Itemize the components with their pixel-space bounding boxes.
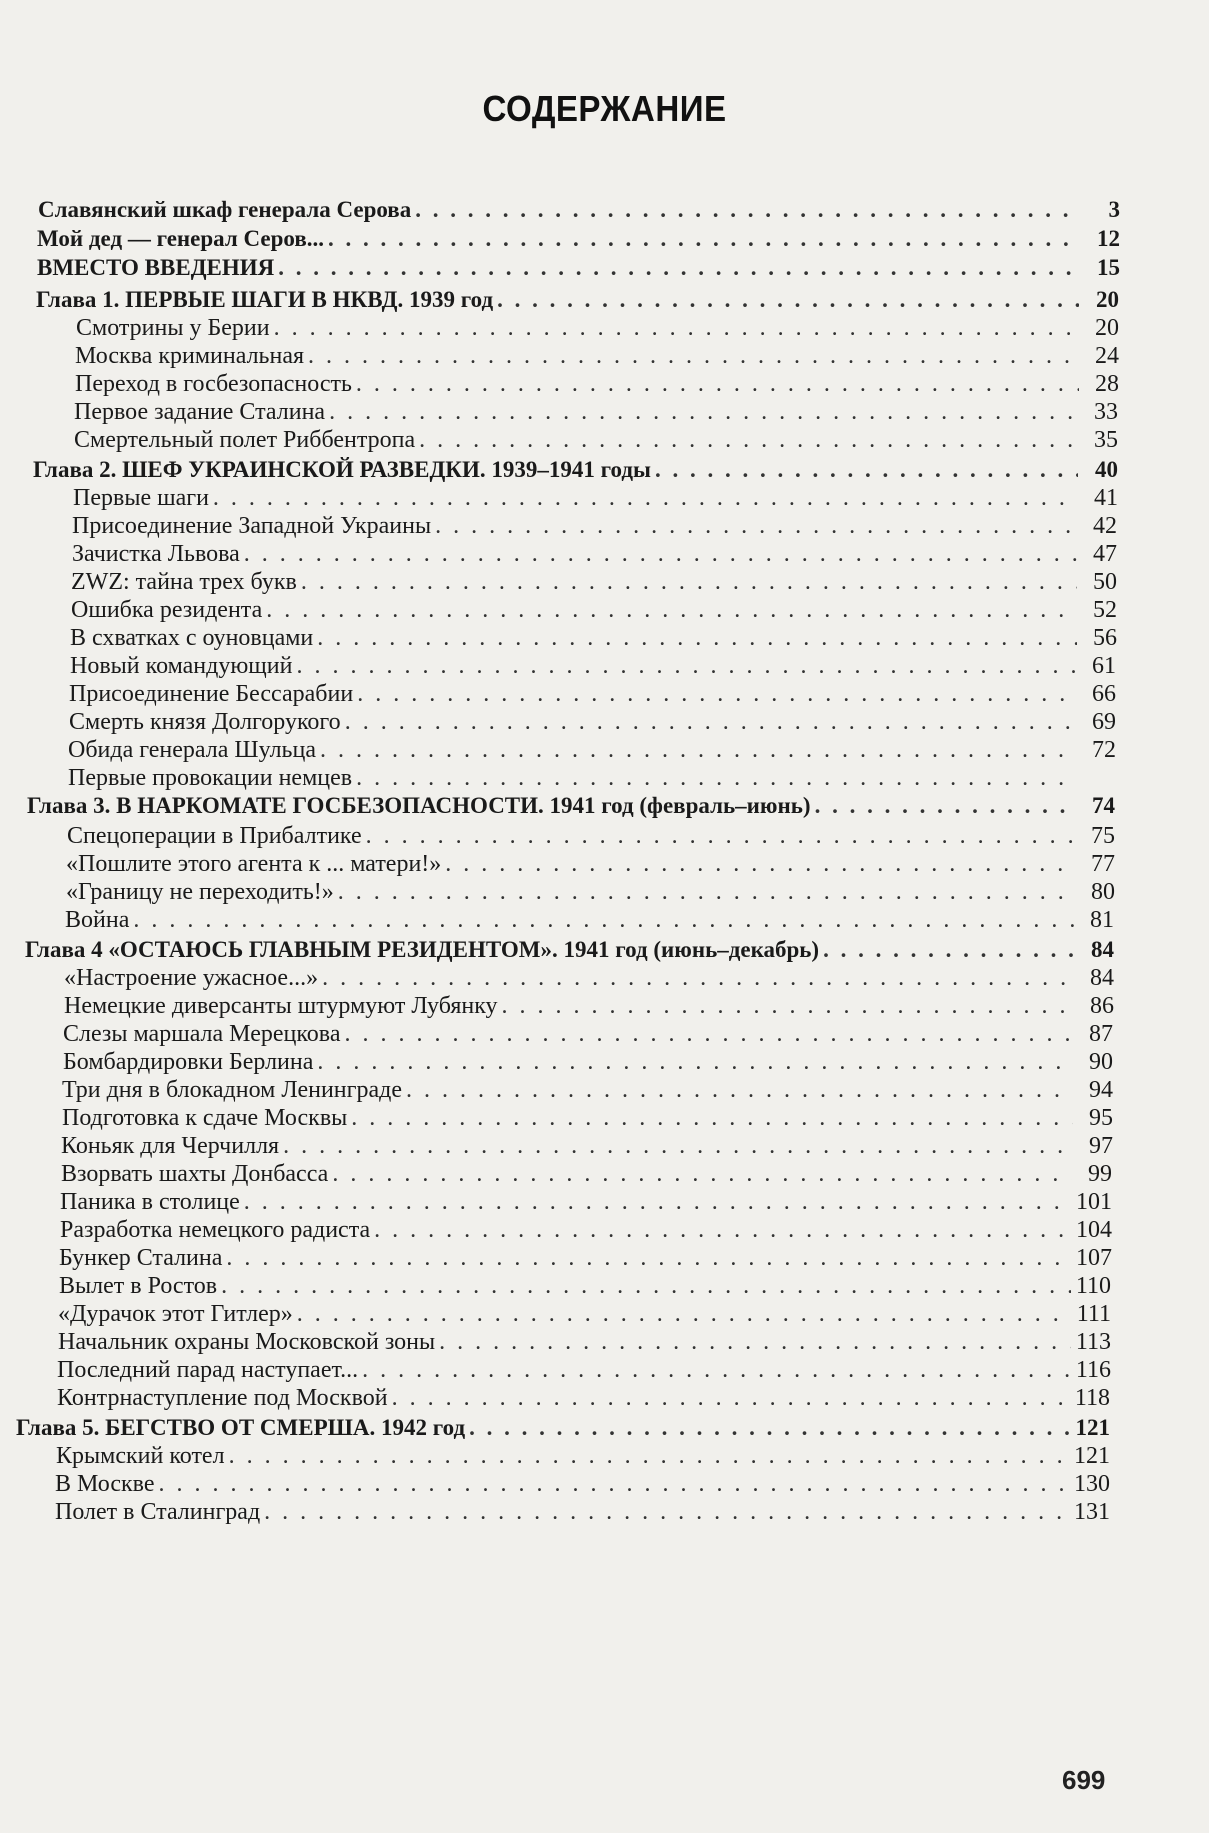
leader-dots [133, 907, 1074, 934]
toc-entry-page: 110 [1075, 1273, 1111, 1299]
toc-entry-title: Глава 3. В НАРКОМАТЕ ГОСБЕЗОПАСНОСТИ. 1941 год (февраль–июнь) [27, 793, 811, 818]
toc-entry-title: Бомбардировки Берлина [63, 1049, 314, 1075]
toc-entry-page: 41 [1094, 485, 1118, 511]
leader-dots [392, 1385, 1070, 1412]
toc-entry-page: 111 [1076, 1301, 1111, 1327]
toc-item-row [75, 371, 1119, 401]
toc-item-row [60, 1189, 1112, 1219]
toc-entry-page: 113 [1075, 1329, 1111, 1355]
toc-entry-title: «Дурачок этот Гитлер» [58, 1301, 293, 1327]
toc-entry-title: Глава 4 «ОСТАЮСЬ ГЛАВНЫМ РЕЗИДЕНТОМ». 1941 год (июнь–декабрь) [25, 937, 820, 962]
toc-item-row [62, 1077, 1113, 1107]
toc-entry-page: 56 [1093, 625, 1117, 651]
toc-entry-title: Мой дед — генерал Серов... [37, 226, 325, 251]
leader-dots [229, 1443, 1070, 1470]
toc-entry-page: 20 [1096, 287, 1119, 312]
toc-item-row [55, 1499, 1110, 1529]
toc-entry-title: Первые провокации немцев [68, 765, 353, 791]
toc-section-row [37, 255, 1120, 285]
toc-entry-page: 28 [1095, 371, 1119, 397]
toc-entry-title: Вылет в Ростов [59, 1273, 218, 1299]
toc-entry-page: 86 [1090, 993, 1114, 1019]
toc-entry-title: Немецкие диверсанты штурмуют Лубянку [64, 993, 498, 1019]
toc-entry-page: 84 [1090, 965, 1114, 991]
toc-entry-page: 66 [1092, 681, 1116, 707]
leader-dots [221, 1273, 1071, 1300]
toc-entry-title: Взорвать шахты Донбасса [61, 1161, 329, 1187]
page-number: 699 [1062, 1765, 1106, 1795]
toc-entry-page: 97 [1089, 1133, 1113, 1159]
toc-chapter-row [25, 937, 1114, 967]
toc-entry-title: Обида генерала Шульца [68, 737, 316, 763]
toc-entry-title: Полет в Сталинград [55, 1499, 261, 1525]
leader-dots [502, 993, 1074, 1020]
toc-entry-title: Разработка немецкого радиста [60, 1217, 371, 1243]
leader-dots [264, 1499, 1070, 1526]
leader-dots [297, 1301, 1071, 1328]
toc-entry-page: 33 [1094, 399, 1118, 425]
toc-entry-title: Ошибка резидента [71, 597, 263, 623]
leader-dots [469, 1415, 1070, 1441]
toc-entry-title: Начальник охраны Московской зоны [58, 1329, 436, 1355]
leader-dots [445, 851, 1075, 878]
leader-dots [415, 197, 1080, 223]
toc-entry-page: 24 [1095, 343, 1119, 369]
toc-item-row [75, 343, 1119, 373]
leader-dots [439, 1329, 1071, 1356]
leader-dots [308, 343, 1079, 370]
toc-entry-page: 107 [1076, 1245, 1112, 1271]
toc-item-row [69, 681, 1116, 711]
toc-item-row [71, 597, 1117, 627]
toc-item-row [64, 965, 1114, 995]
toc-entry-page: 84 [1091, 937, 1114, 962]
toc-chapter-row [16, 1415, 1110, 1445]
toc-item-row [60, 1217, 1112, 1247]
toc-entry-title: Коньяк для Черчилля [61, 1133, 280, 1159]
toc-entry-page: 12 [1097, 226, 1120, 251]
toc-entry-page: 101 [1076, 1189, 1112, 1215]
leader-dots [226, 1245, 1072, 1272]
leader-dots [815, 793, 1075, 819]
toc-item-row [57, 1357, 1111, 1387]
leader-dots [244, 1189, 1072, 1216]
leader-dots [278, 255, 1080, 281]
toc-entry-page: 20 [1095, 315, 1119, 341]
leader-dots [322, 965, 1074, 992]
toc-item-row [57, 1385, 1110, 1415]
toc-entry-title: «Пошлите этого агента к ... матери!» [66, 851, 442, 877]
leader-dots [244, 541, 1077, 568]
toc-entry-page: 52 [1093, 597, 1117, 623]
leader-dots [332, 1161, 1072, 1188]
toc-entry-page: 130 [1074, 1471, 1110, 1497]
leader-dots [351, 1105, 1073, 1132]
leader-dots [274, 315, 1079, 342]
leader-dots [283, 1133, 1073, 1160]
toc-entry-title: Спецоперации в Прибалтике [67, 823, 362, 849]
toc-entry-title: Война [65, 907, 130, 933]
leader-dots [823, 937, 1074, 963]
toc-item-row [59, 1273, 1111, 1303]
leader-dots [497, 287, 1079, 313]
toc-entry-page: 95 [1089, 1105, 1113, 1131]
toc-item-row [69, 709, 1116, 739]
toc-entry-title: Новый командующий [70, 653, 293, 679]
toc-entry-page: 121 [1075, 1415, 1110, 1440]
leader-dots [266, 597, 1077, 624]
toc-entry-title: Глава 1. ПЕРВЫЕ ШАГИ В НКВД. 1939 год [36, 287, 494, 312]
toc-entry-title: Глава 5. БЕГСТВО ОТ СМЕРША. 1942 год [16, 1415, 466, 1440]
toc-entry-page: 61 [1092, 653, 1116, 679]
toc-entry-title: ZWZ: тайна трех букв [71, 569, 297, 595]
leader-dots [301, 569, 1077, 596]
toc-entry-title: Москва криминальная [75, 343, 305, 369]
toc-item-row [62, 1105, 1113, 1135]
leader-dots [374, 1217, 1072, 1244]
toc-item-row [66, 879, 1115, 909]
toc-item-row [76, 315, 1119, 345]
toc-chapter-row [33, 457, 1118, 487]
toc-item-row [70, 625, 1117, 655]
toc-entry-title: «Границу не переходить!» [66, 879, 334, 905]
toc-entry-title: Контрнаступление под Москвой [57, 1385, 388, 1411]
toc-entry-page: 104 [1076, 1217, 1112, 1243]
toc-entry-title: Бункер Сталина [59, 1245, 223, 1271]
toc-item-row [58, 1301, 1111, 1331]
leader-dots [320, 737, 1076, 764]
toc-entry-title: «Настроение ужасное...» [64, 965, 319, 991]
toc-item-row [71, 569, 1117, 599]
leader-dots [366, 823, 1075, 850]
leader-dots [345, 709, 1076, 736]
toc-entry-title: Присоединение Западной Украины [72, 513, 432, 539]
leader-dots [356, 371, 1079, 398]
toc-item-row [55, 1471, 1110, 1501]
toc-item-row [56, 1443, 1110, 1473]
leader-dots [435, 513, 1077, 540]
leader-dots [362, 1357, 1071, 1384]
toc-section-row [38, 197, 1120, 227]
toc-entry-title: ВМЕСТО ВВЕДЕНИЯ [37, 255, 275, 280]
toc-entry-title: В схватках с оуновцами [70, 625, 314, 651]
toc-item-row [74, 399, 1118, 429]
toc-item-row [74, 427, 1118, 457]
toc-entry-title: Последний парад наступает... [57, 1357, 359, 1383]
toc-item-row [61, 1161, 1112, 1191]
toc-section-row [37, 226, 1120, 256]
toc-entry-page: 50 [1093, 569, 1117, 595]
leader-dots [344, 1021, 1073, 1048]
toc-entry-page: 81 [1090, 907, 1114, 933]
toc-entry-title: В Москве [55, 1471, 155, 1497]
toc-entry-page: 72 [1092, 737, 1116, 763]
toc-entry-title: Смерть князя Долгорукого [69, 709, 341, 735]
toc-item-row [64, 993, 1114, 1023]
toc-item-row [59, 1245, 1112, 1275]
toc-entry-title: Первые шаги [73, 485, 209, 511]
toc-entry-page: 15 [1097, 255, 1120, 280]
toc-entry-page: 3 [1108, 197, 1120, 222]
leader-dots [328, 226, 1080, 252]
toc-entry-page: 118 [1074, 1385, 1110, 1411]
toc-item-row [66, 851, 1115, 881]
leader-dots [317, 625, 1077, 652]
leader-dots [329, 399, 1078, 426]
toc-entry-title: Смертельный полет Риббентропа [74, 427, 416, 453]
toc-item-row [63, 1021, 1113, 1051]
toc-entry-title: Подготовка к сдаче Москвы [62, 1105, 348, 1131]
leader-dots [357, 681, 1076, 708]
toc-entry-page: 74 [1092, 793, 1115, 818]
toc-entry-title: Слезы маршала Мерецкова [63, 1021, 341, 1047]
toc-entry-page: 35 [1094, 427, 1118, 453]
leader-dots [356, 765, 1075, 792]
toc-item-row [68, 737, 1116, 767]
toc-entry-page: 94 [1089, 1077, 1113, 1103]
toc-entry-page: 42 [1093, 513, 1117, 539]
toc-item-row [70, 653, 1116, 683]
toc-entry-title: Первое задание Сталина [74, 399, 326, 425]
leader-dots [213, 485, 1078, 512]
toc-entry-page: 80 [1091, 879, 1115, 905]
toc-entry-page: 87 [1089, 1021, 1113, 1047]
toc-entry-page: 99 [1088, 1161, 1112, 1187]
leader-dots [317, 1049, 1073, 1076]
leader-dots [338, 879, 1075, 906]
toc-item-row [72, 513, 1117, 543]
leader-dots [296, 653, 1076, 680]
toc-item-row [73, 485, 1118, 515]
toc-entry-page: 69 [1092, 709, 1116, 735]
toc-entry-title: Зачистка Львова [72, 541, 240, 567]
toc-item-row [58, 1329, 1111, 1359]
toc-item-row [67, 823, 1115, 853]
toc-entry-title: Славянский шкаф генерала Серова [38, 197, 412, 222]
leader-dots [159, 1471, 1070, 1498]
leader-dots [406, 1077, 1073, 1104]
toc-item-row [63, 1049, 1113, 1079]
toc-entry-page: 121 [1074, 1443, 1110, 1469]
toc-entry-title: Присоединение Бессарабии [69, 681, 354, 707]
toc-chapter-row [36, 287, 1119, 317]
page-title: СОДЕРЖАНИЕ [482, 88, 727, 129]
toc-entry-title: Паника в столице [60, 1189, 240, 1215]
toc-entry-title: Крымский котел [56, 1443, 225, 1469]
toc-item-row [61, 1133, 1113, 1163]
toc-entry-page: 75 [1091, 823, 1115, 849]
toc-entry-page: 116 [1075, 1357, 1111, 1383]
toc-entry-title: Смотрины у Берии [76, 315, 270, 341]
toc-entry-page: 90 [1089, 1049, 1113, 1075]
toc-entry-page: 131 [1074, 1499, 1110, 1525]
leader-dots [655, 457, 1078, 483]
leader-dots [419, 427, 1078, 454]
toc-entry-title: Глава 2. ШЕФ УКРАИНСКОЙ РАЗВЕДКИ. 1939–1941 годы [33, 457, 651, 482]
toc-chapter-row [27, 793, 1115, 823]
toc-item-row [72, 541, 1117, 571]
toc-item-row [65, 907, 1114, 937]
toc-entry-title: Три дня в блокадном Ленинграде [62, 1077, 402, 1103]
toc-item-row [68, 765, 1115, 795]
toc-entry-page: 77 [1091, 851, 1115, 877]
toc-entry-page: 40 [1095, 457, 1118, 482]
toc-entry-page: 47 [1093, 541, 1117, 567]
toc-entry-title: Переход в госбезопасность [75, 371, 352, 397]
